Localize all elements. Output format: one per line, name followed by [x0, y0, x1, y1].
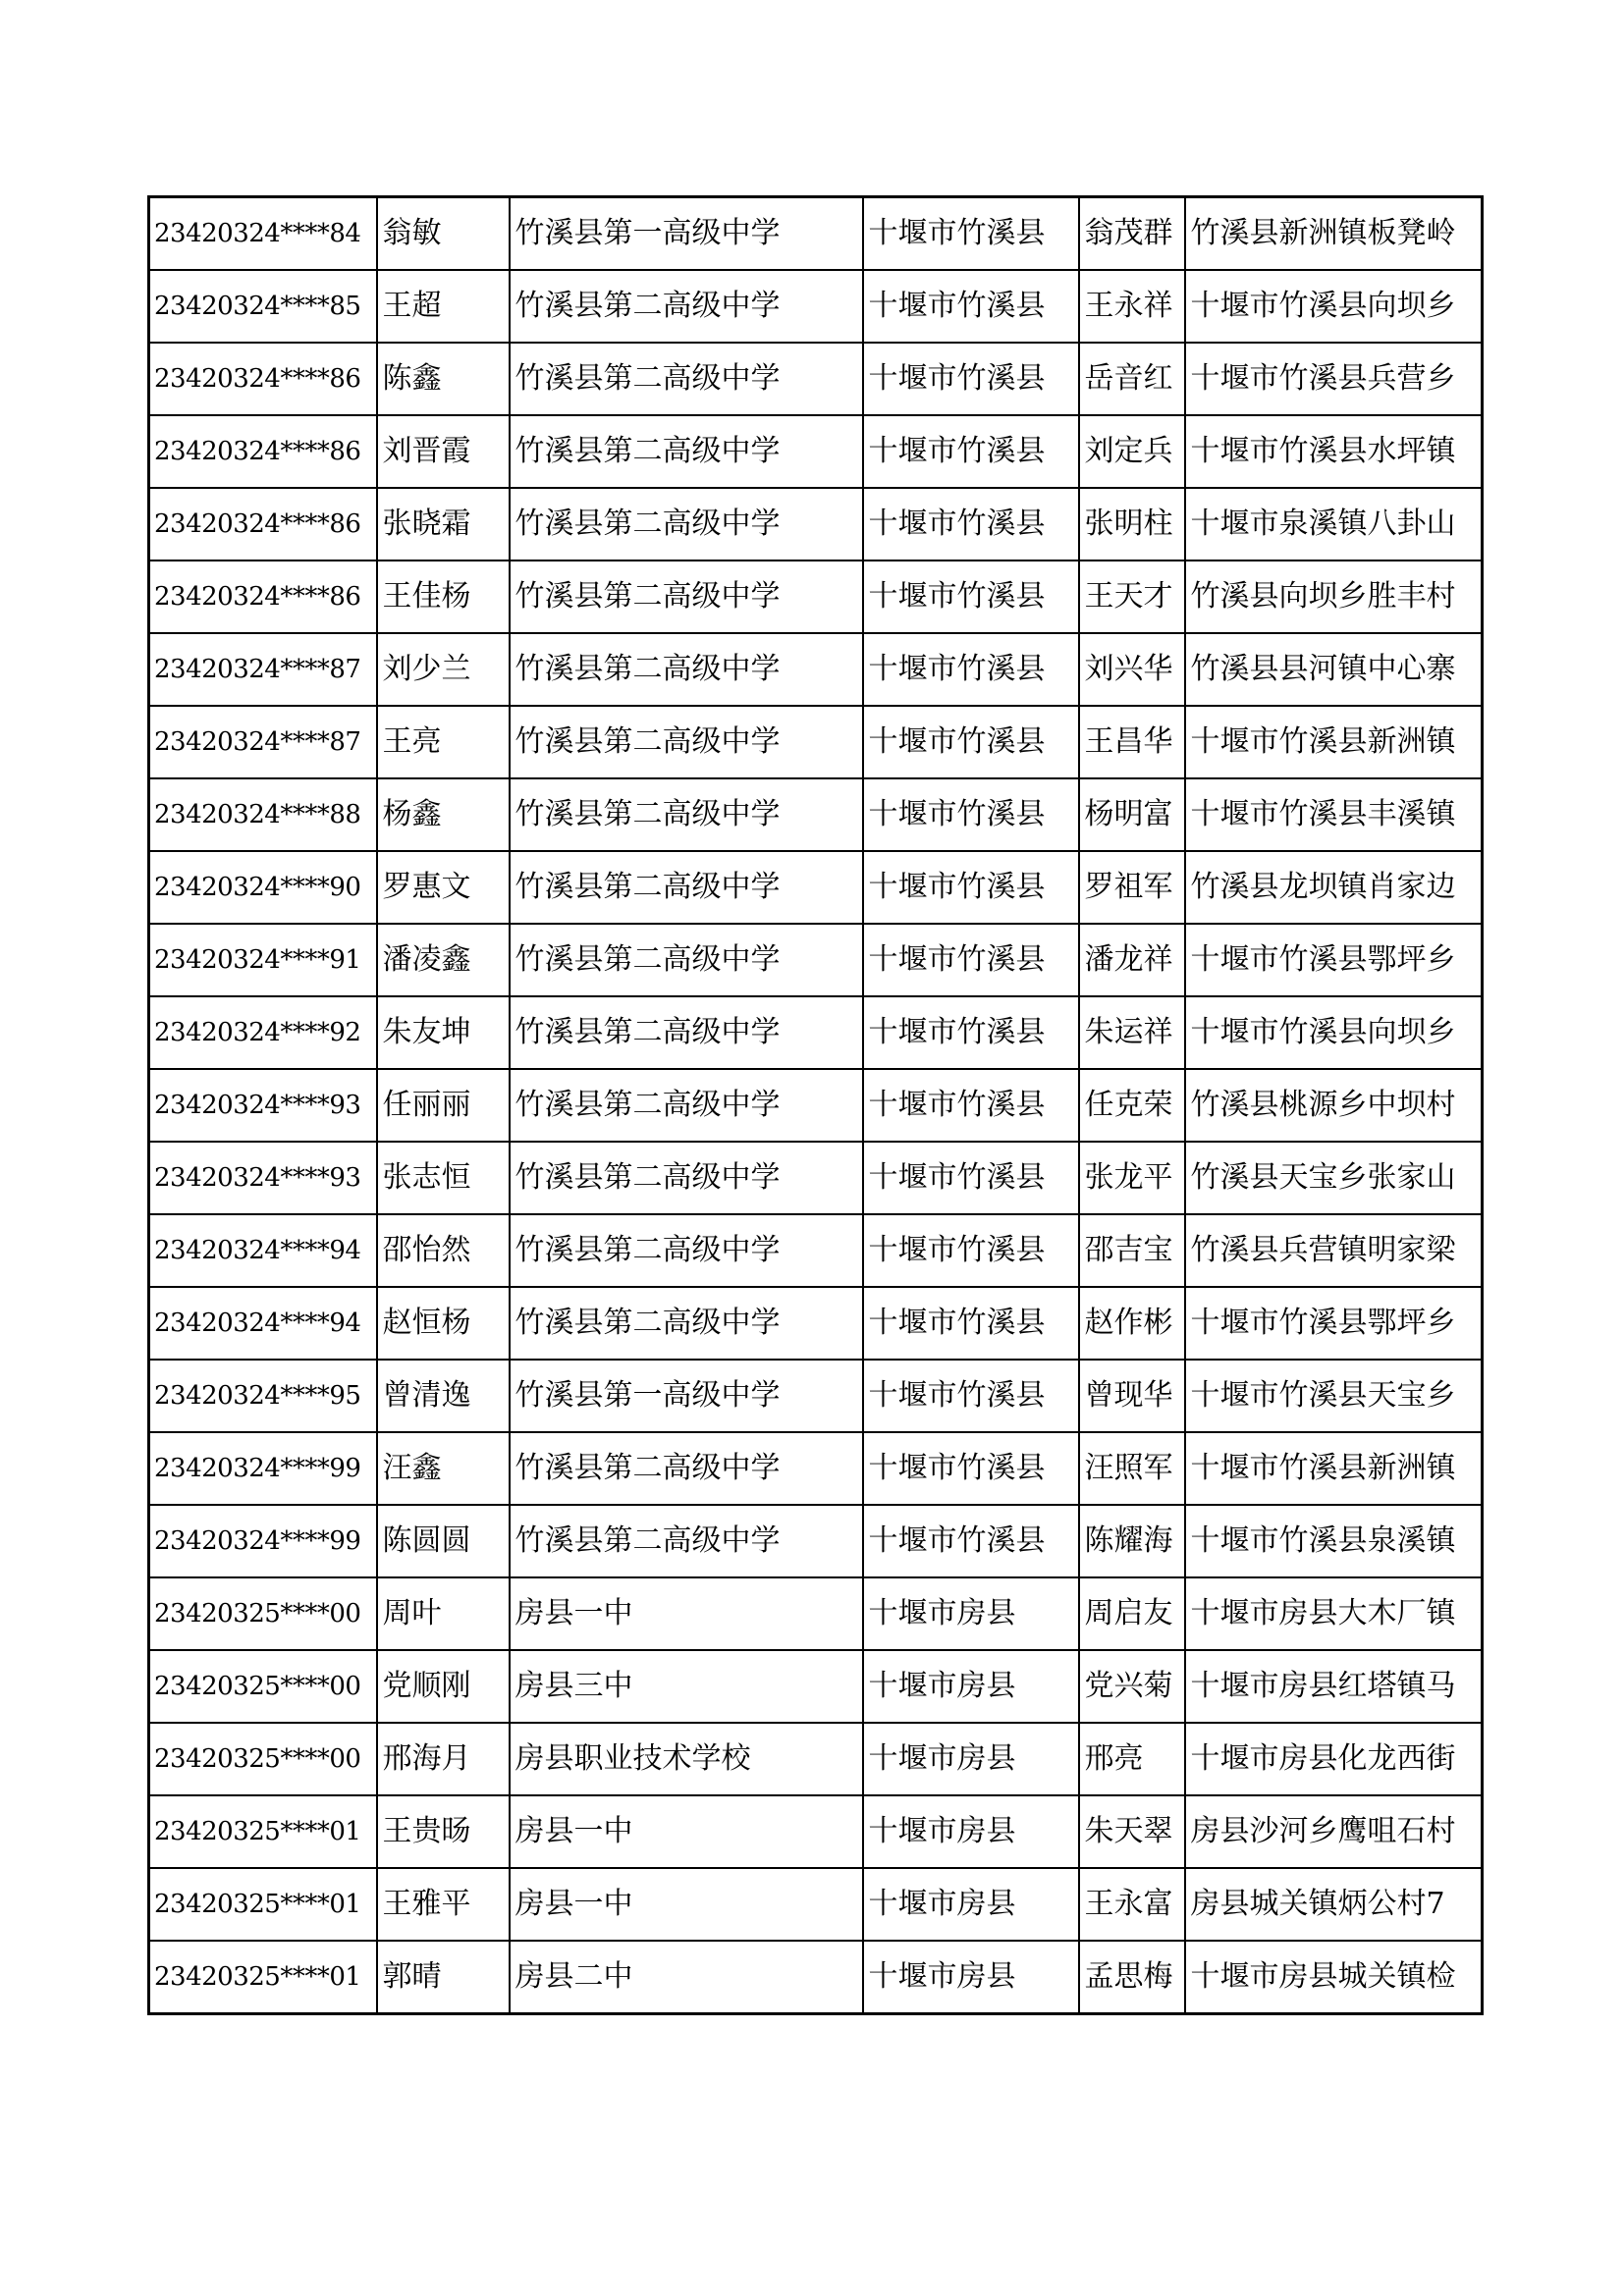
cell-school: 竹溪县第二高级中学: [510, 851, 863, 924]
cell-address: 十堰市竹溪县天宝乡: [1185, 1360, 1483, 1432]
cell-school: 竹溪县第二高级中学: [510, 924, 863, 996]
cell-region: 十堰市竹溪县: [863, 996, 1079, 1069]
cell-address: 十堰市房县城关镇检: [1185, 1941, 1483, 2014]
cell-guardian-name: 刘兴华: [1079, 633, 1185, 706]
table-row: [149, 1941, 1483, 2014]
cell-id-number: 23420324****99: [149, 1432, 377, 1505]
cell-address: 十堰市竹溪县鄂坪乡: [1185, 924, 1483, 996]
table-row: [149, 996, 1483, 1069]
cell-region: 十堰市房县: [863, 1723, 1079, 1795]
cell-student-name: 潘凌鑫: [377, 924, 510, 996]
cell-address: 十堰市竹溪县向坝乡: [1185, 996, 1483, 1069]
cell-region: 十堰市房县: [863, 1868, 1079, 1941]
table-row: [149, 1868, 1483, 1941]
cell-id-number: 23420324****86: [149, 561, 377, 633]
table-row: [149, 633, 1483, 706]
cell-guardian-name: 王永富: [1079, 1868, 1185, 1941]
cell-region: 十堰市竹溪县: [863, 343, 1079, 415]
cell-id-number: 23420324****94: [149, 1287, 377, 1360]
cell-student-name: 刘晋霞: [377, 415, 510, 488]
table-row: [149, 343, 1483, 415]
cell-student-name: 党顺刚: [377, 1650, 510, 1723]
table-row: [149, 851, 1483, 924]
cell-address: 竹溪县向坝乡胜丰村: [1185, 561, 1483, 633]
cell-guardian-name: 任克荣: [1079, 1069, 1185, 1142]
cell-guardian-name: 杨明富: [1079, 778, 1185, 851]
cell-region: 十堰市竹溪县: [863, 851, 1079, 924]
table-row: [149, 1287, 1483, 1360]
cell-student-name: 朱友坤: [377, 996, 510, 1069]
cell-region: 十堰市竹溪县: [863, 1142, 1079, 1214]
cell-region: 十堰市竹溪县: [863, 415, 1079, 488]
cell-guardian-name: 刘定兵: [1079, 415, 1185, 488]
cell-region: 十堰市竹溪县: [863, 1214, 1079, 1287]
cell-guardian-name: 赵作彬: [1079, 1287, 1185, 1360]
cell-address: 房县沙河乡鹰咀石村: [1185, 1795, 1483, 1868]
table-row: [149, 1505, 1483, 1577]
cell-id-number: 23420324****95: [149, 1360, 377, 1432]
cell-guardian-name: 张明柱: [1079, 488, 1185, 561]
cell-student-name: 王贵旸: [377, 1795, 510, 1868]
cell-address: 竹溪县新洲镇板凳岭: [1185, 197, 1483, 271]
table-row: [149, 1795, 1483, 1868]
cell-region: 十堰市竹溪县: [863, 706, 1079, 778]
cell-student-name: 郭晴: [377, 1941, 510, 2014]
cell-address: 十堰市房县大木厂镇: [1185, 1577, 1483, 1650]
cell-school: 竹溪县第一高级中学: [510, 197, 863, 271]
cell-school: 竹溪县第二高级中学: [510, 343, 863, 415]
cell-address: 竹溪县龙坝镇肖家边: [1185, 851, 1483, 924]
cell-region: 十堰市房县: [863, 1941, 1079, 2014]
cell-student-name: 王雅平: [377, 1868, 510, 1941]
cell-student-name: 赵恒杨: [377, 1287, 510, 1360]
cell-address: 竹溪县县河镇中心寨: [1185, 633, 1483, 706]
cell-student-name: 曾清逸: [377, 1360, 510, 1432]
table-row: [149, 1650, 1483, 1723]
table-row: [149, 1723, 1483, 1795]
cell-id-number: 23420325****01: [149, 1795, 377, 1868]
cell-address: 十堰市竹溪县鄂坪乡: [1185, 1287, 1483, 1360]
cell-guardian-name: 王天才: [1079, 561, 1185, 633]
cell-region: 十堰市竹溪县: [863, 1287, 1079, 1360]
table-row: [149, 1577, 1483, 1650]
cell-guardian-name: 曾现华: [1079, 1360, 1185, 1432]
cell-student-name: 罗惠文: [377, 851, 510, 924]
cell-school: 竹溪县第二高级中学: [510, 1142, 863, 1214]
cell-school: 竹溪县第二高级中学: [510, 1214, 863, 1287]
cell-id-number: 23420324****86: [149, 488, 377, 561]
cell-school: 竹溪县第二高级中学: [510, 633, 863, 706]
cell-region: 十堰市竹溪县: [863, 1069, 1079, 1142]
cell-school: 房县一中: [510, 1577, 863, 1650]
table-row: [149, 415, 1483, 488]
cell-guardian-name: 周启友: [1079, 1577, 1185, 1650]
cell-address: 房县城关镇炳公村7: [1185, 1868, 1483, 1941]
cell-guardian-name: 王昌华: [1079, 706, 1185, 778]
cell-address: 十堰市竹溪县向坝乡: [1185, 270, 1483, 343]
cell-guardian-name: 潘龙祥: [1079, 924, 1185, 996]
cell-id-number: 23420324****94: [149, 1214, 377, 1287]
cell-id-number: 23420325****00: [149, 1577, 377, 1650]
cell-student-name: 陈圆圆: [377, 1505, 510, 1577]
cell-address: 十堰市竹溪县新洲镇: [1185, 706, 1483, 778]
cell-school: 竹溪县第二高级中学: [510, 561, 863, 633]
cell-id-number: 23420324****93: [149, 1142, 377, 1214]
cell-id-number: 23420325****00: [149, 1723, 377, 1795]
cell-id-number: 23420324****86: [149, 343, 377, 415]
cell-student-name: 周叶: [377, 1577, 510, 1650]
cell-region: 十堰市竹溪县: [863, 1360, 1079, 1432]
table-row: [149, 488, 1483, 561]
cell-student-name: 王超: [377, 270, 510, 343]
table-row: [149, 1142, 1483, 1214]
cell-school: 竹溪县第二高级中学: [510, 488, 863, 561]
cell-region: 十堰市房县: [863, 1577, 1079, 1650]
cell-school: 房县职业技术学校: [510, 1723, 863, 1795]
cell-address: 竹溪县天宝乡张家山: [1185, 1142, 1483, 1214]
cell-address: 十堰市泉溪镇八卦山: [1185, 488, 1483, 561]
cell-school: 竹溪县第二高级中学: [510, 778, 863, 851]
cell-region: 十堰市竹溪县: [863, 270, 1079, 343]
cell-student-name: 张晓霜: [377, 488, 510, 561]
cell-region: 十堰市竹溪县: [863, 924, 1079, 996]
cell-id-number: 23420324****88: [149, 778, 377, 851]
cell-school: 竹溪县第二高级中学: [510, 415, 863, 488]
cell-id-number: 23420325****01: [149, 1868, 377, 1941]
cell-address: 十堰市竹溪县兵营乡: [1185, 343, 1483, 415]
cell-school: 房县一中: [510, 1868, 863, 1941]
cell-id-number: 23420324****85: [149, 270, 377, 343]
cell-school: 竹溪县第一高级中学: [510, 1360, 863, 1432]
cell-address: 十堰市竹溪县泉溪镇: [1185, 1505, 1483, 1577]
cell-id-number: 23420324****86: [149, 415, 377, 488]
cell-id-number: 23420324****92: [149, 996, 377, 1069]
table-row: [149, 778, 1483, 851]
table-row: [149, 1360, 1483, 1432]
student-list-table: [147, 195, 1484, 2015]
table-row: [149, 706, 1483, 778]
cell-address: 十堰市竹溪县丰溪镇: [1185, 778, 1483, 851]
cell-guardian-name: 朱运祥: [1079, 996, 1185, 1069]
cell-id-number: 23420324****84: [149, 197, 377, 271]
cell-id-number: 23420325****01: [149, 1941, 377, 2014]
cell-student-name: 张志恒: [377, 1142, 510, 1214]
cell-student-name: 汪鑫: [377, 1432, 510, 1505]
cell-address: 十堰市房县红塔镇马: [1185, 1650, 1483, 1723]
cell-id-number: 23420324****93: [149, 1069, 377, 1142]
cell-id-number: 23420324****99: [149, 1505, 377, 1577]
cell-school: 房县二中: [510, 1941, 863, 2014]
cell-student-name: 刘少兰: [377, 633, 510, 706]
cell-guardian-name: 岳音红: [1079, 343, 1185, 415]
cell-guardian-name: 邢亮: [1079, 1723, 1185, 1795]
cell-guardian-name: 党兴菊: [1079, 1650, 1185, 1723]
table-row: [149, 270, 1483, 343]
cell-student-name: 王佳杨: [377, 561, 510, 633]
cell-school: 房县一中: [510, 1795, 863, 1868]
cell-school: 竹溪县第二高级中学: [510, 706, 863, 778]
cell-region: 十堰市竹溪县: [863, 778, 1079, 851]
cell-guardian-name: 汪照军: [1079, 1432, 1185, 1505]
cell-address: 竹溪县兵营镇明家梁: [1185, 1214, 1483, 1287]
cell-school: 房县三中: [510, 1650, 863, 1723]
cell-student-name: 任丽丽: [377, 1069, 510, 1142]
table-row: [149, 1432, 1483, 1505]
table-row: [149, 924, 1483, 996]
cell-region: 十堰市竹溪县: [863, 633, 1079, 706]
cell-region: 十堰市竹溪县: [863, 488, 1079, 561]
cell-guardian-name: 翁茂群: [1079, 197, 1185, 271]
cell-student-name: 邵怡然: [377, 1214, 510, 1287]
cell-school: 竹溪县第二高级中学: [510, 1287, 863, 1360]
cell-address: 十堰市竹溪县水坪镇: [1185, 415, 1483, 488]
cell-school: 竹溪县第二高级中学: [510, 270, 863, 343]
cell-school: 竹溪县第二高级中学: [510, 1069, 863, 1142]
cell-id-number: 23420324****87: [149, 706, 377, 778]
table-row: [149, 1214, 1483, 1287]
cell-school: 竹溪县第二高级中学: [510, 1505, 863, 1577]
cell-student-name: 翁敏: [377, 197, 510, 271]
cell-region: 十堰市竹溪县: [863, 197, 1079, 271]
cell-region: 十堰市竹溪县: [863, 1432, 1079, 1505]
cell-id-number: 23420324****90: [149, 851, 377, 924]
cell-address: 十堰市房县化龙西街: [1185, 1723, 1483, 1795]
table-row: [149, 561, 1483, 633]
cell-address: 竹溪县桃源乡中坝村: [1185, 1069, 1483, 1142]
cell-id-number: 23420324****91: [149, 924, 377, 996]
table-row: [149, 197, 1483, 271]
cell-student-name: 邢海月: [377, 1723, 510, 1795]
cell-guardian-name: 张龙平: [1079, 1142, 1185, 1214]
cell-student-name: 杨鑫: [377, 778, 510, 851]
cell-id-number: 23420324****87: [149, 633, 377, 706]
cell-region: 十堰市房县: [863, 1795, 1079, 1868]
cell-guardian-name: 罗祖军: [1079, 851, 1185, 924]
cell-guardian-name: 朱天翠: [1079, 1795, 1185, 1868]
cell-id-number: 23420325****00: [149, 1650, 377, 1723]
cell-student-name: 陈鑫: [377, 343, 510, 415]
cell-region: 十堰市竹溪县: [863, 1505, 1079, 1577]
table-row: [149, 1069, 1483, 1142]
cell-region: 十堰市竹溪县: [863, 561, 1079, 633]
cell-school: 竹溪县第二高级中学: [510, 1432, 863, 1505]
cell-school: 竹溪县第二高级中学: [510, 996, 863, 1069]
cell-region: 十堰市房县: [863, 1650, 1079, 1723]
cell-guardian-name: 陈耀海: [1079, 1505, 1185, 1577]
cell-guardian-name: 邵吉宝: [1079, 1214, 1185, 1287]
cell-guardian-name: 孟思梅: [1079, 1941, 1185, 2014]
table-body: [149, 197, 1483, 2014]
cell-address: 十堰市竹溪县新洲镇: [1185, 1432, 1483, 1505]
cell-student-name: 王亮: [377, 706, 510, 778]
cell-guardian-name: 王永祥: [1079, 270, 1185, 343]
